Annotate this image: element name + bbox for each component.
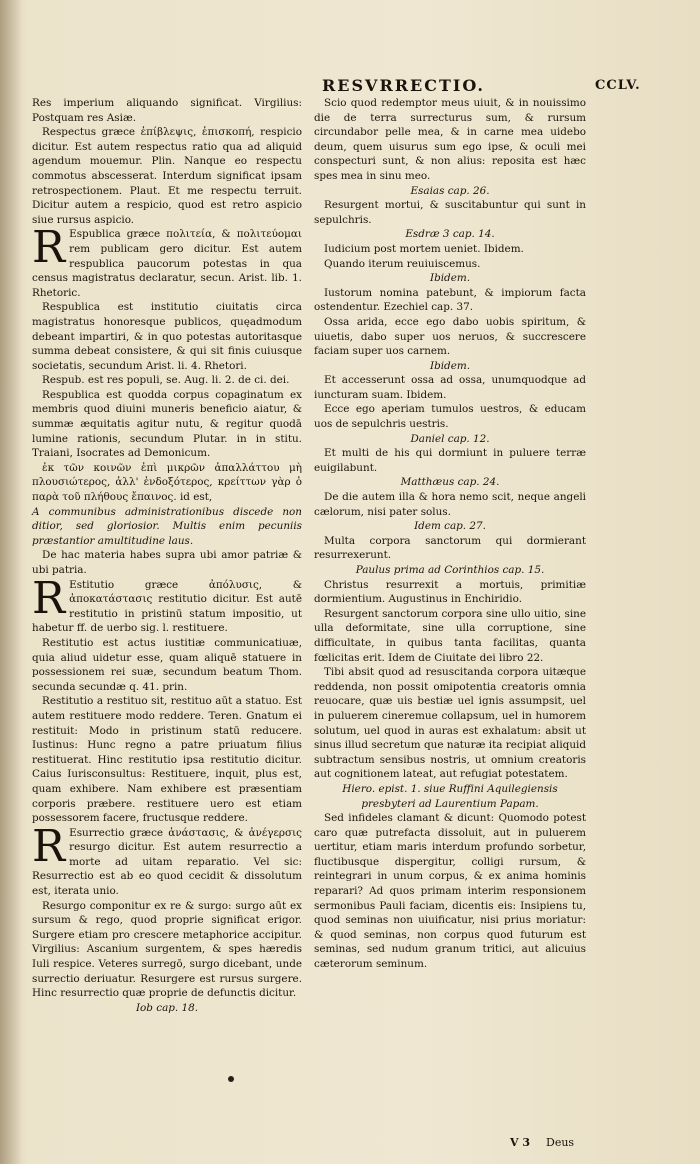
paragraph-left-7 [32, 505, 302, 549]
paragraph-text: Iob cap. 18. [135, 1001, 199, 1014]
page-title: RESVRRECTIO. [322, 76, 485, 95]
paragraph-text: Et multi de his qui dormiunt in puluere terræ euigilabunt. [314, 447, 586, 474]
paragraph-text: Res imperium aliquando significat. Virgilius: Postquam res Asiæ. [32, 97, 302, 124]
heading-right-3 [314, 227, 586, 242]
paragraph-left-3 [32, 300, 302, 373]
paragraph-left-1 [32, 125, 302, 227]
paragraph-text: Ossa arida, ecce ego dabo uobis spiritum, & uiuetis, dabo super uos neruos, & succrescere faciam super uos carnem. [314, 315, 586, 358]
paragraph-left-12 [32, 820, 302, 899]
heading-left-14 [32, 1001, 302, 1016]
paragraph-right-11 [314, 402, 586, 431]
heading-right-14 [314, 475, 586, 490]
paragraph-right-23 [314, 811, 586, 972]
paragraph-text: Idem cap. 27. [414, 520, 486, 533]
running-head [0, 76, 700, 96]
catchword: Deus [546, 1136, 575, 1149]
paragraph-text: De die autem illa & hora nemo scit, neque angeli cælorum, nisi pater solus. [314, 491, 586, 518]
heading-right-12 [314, 432, 586, 447]
paragraph-left-13 [32, 899, 302, 1001]
paragraph-text: Ibidem. [429, 359, 471, 372]
drop-cap: R [32, 572, 66, 624]
paragraph-text: Esaias cap. 26. [410, 184, 490, 197]
paragraph-text: Scio quod redemptor meus uiuit, & in nouissimo die de terra surrecturus sum, & rursum circundabor pelle mea, & in carne mea uidebo deum, quem uisurus sum ego ipse, & oculi mei conspecturi sunt, & non alius: reposita est hæc spes mea in sinu meo. [314, 97, 586, 182]
paragraph-left-9 [32, 572, 302, 636]
paragraph-text: Resurgent sanctorum corpora sine ullo uitio, sine ulla deformitate, sine ulla corruptione, sine difficultate, in quibus tanta facilitas, quanta fœlicitas erit. Idem de Ciuitate dei libro 22. [314, 607, 586, 664]
heading-right-6 [314, 271, 586, 286]
paragraph-text: Ibidem. [429, 272, 471, 285]
paragraph-left-0 [32, 96, 302, 125]
paragraph-text: Christus resurrexit a mortuis, primitiæ dormientium. Augustinus in Enchiridio. [314, 578, 586, 606]
heading-right-1 [314, 184, 586, 199]
heading-right-9 [314, 359, 586, 374]
paragraph-text: Daniel cap. 12. [410, 432, 490, 445]
drop-cap: R [32, 820, 66, 872]
paragraph-right-20 [314, 607, 586, 665]
paragraph-right-10 [314, 373, 586, 402]
paragraph-right-8 [314, 315, 586, 359]
heading-right-16 [314, 519, 586, 534]
paragraph-right-0 [314, 96, 586, 184]
paragraph-right-21 [314, 665, 586, 782]
gutter-shadow [0, 0, 22, 1164]
paragraph-right-4 [314, 242, 586, 257]
paragraph-text: Resurgo componitur ex re & surgo: surgo aūt ex sursum & rego, quod proprie significat erigor. Surgere etiam pro crescere metaphorice accipitur. Virgilius: Ascanium surgentem, & spes hæredis Iuli respice. Veteres surregō, surgo dicebant, unde surrectio deriuatur. Resurgere est rursus surgere. Hinc resurrectio quæ proprie de defunctis dicitur. [32, 899, 302, 1000]
paragraph-text: Hiero. epist. 1. siue Ruffini Aquilegiensis presbyteri ad Laurentium Papam. [342, 782, 558, 810]
paragraph-text: Matthæus cap. 24. [400, 476, 500, 489]
paragraph-text: A communibus administrationibus discede non ditior, sed gloriosior. Multis enim pecuniis præstantior amultitudine laus. [32, 505, 302, 547]
paragraph-text: Respublica est institutio ciuitatis circa magistratus honoresque publicos, quęadmodum debeant impartiri, & in quo potestas autoritasque summa debeat consistere, & qui sit finis cuiusque societatis, secundum Arist. li. 4. Rhetori. [32, 301, 302, 372]
paragraph-right-5 [314, 257, 586, 272]
paragraph-text: Esdræ 3 cap. 14. [405, 228, 495, 241]
drop-cap: R [32, 222, 66, 274]
paragraph-text: Restitutio a restituo sit, restituo aūt a statuo. Est autem restituere modo reddere. Teren. Gnatum ei restituit: Modo in pristinum statū reducere. Iustinus: Hunc regno a patre priuatum filius restituerat. Hinc restitutio ipsa restitutio dicitur. Caius Iurisconsultus: Restituere, inquit, plus est, quam exhibere. Nam exhibere est præsentiam corporis præbere. restituere uero est etiam possessorem facere, fructusque reddere. [32, 695, 302, 825]
heading-right-22 [314, 782, 586, 811]
paragraph-left-5 [32, 388, 302, 461]
signature-mark: V 3 [510, 1136, 531, 1149]
paragraph-text: Iustorum nomina patebunt, & impiorum facta ostendentur. Ezechiel cap. 37. [314, 286, 586, 314]
paragraph-text: Restitutio est actus iustitiæ communicatiuæ, quia aliud uidetur esse, quam aliquē statuere in possessionem rei suæ, secundum beatum Thom. secunda secundæ q. 41. prin. [32, 636, 302, 693]
paragraph-left-4 [32, 373, 302, 388]
paragraph-left-6 [32, 461, 302, 505]
paragraph-right-2 [314, 198, 586, 227]
paragraph-text: Multa corpora sanctorum qui dormierant resurrexerunt. [314, 534, 586, 562]
paragraph-text: Sed infideles clamant & dicunt: Quomodo potest caro quæ putrefacta dissoluit, aut in puluerem uertitur, etiam maris interdum profundo sorbetur, fluctibusque dispergitur, colligi rursum, & reintegrari in unum corpus, & ex anima hominis reparari? Ad quos primam interim responsionem sermonibus Pauli faciam, dicentis eis: Insipiens tu, quod seminas non uiuificatur, nisi prius moriatur: & quod seminas, non corpus quod futurum est seminas, sed nudum granum tritici, aut alicuius cæterorum seminum. [314, 812, 586, 971]
paragraph-right-19 [314, 578, 586, 607]
right-column [314, 96, 586, 972]
paragraph-text: Paulus prima ad Corinthios cap. 15. [355, 564, 545, 576]
paragraph-text: Respectus græce ἐπίβλεψις, ἐπισκοπή, respicio dicitur. Est autem respectus ratio qua ad aliquid agendum mouemur. Plin. Nanque eo respectu commotus abscesserat. Interdum significat ipsam retrospectionem. Plaut. Et me respectu terruit. Dicitur autem a respicio, quod est retro aspicio siue rursus aspicio. [32, 126, 302, 226]
paragraph-text: Estitutio græce ἀπόλυσις, & ἀποκατάστασις restitutio dicitur. Est autē restitutio in pristinū statum impositio, ut habetur ff. de uerbo sig. l. restituere. [32, 578, 302, 635]
paragraph-text: Respublica est quodda corpus copaginatum ex membris quod diuini muneris beneficio aiatur, & summæ æquitatis agitur nutu, & regitur quodā lumine rationis, secundum Plutar. in in stitu. Traiani, Isocrates ad Demonicum. [32, 388, 302, 460]
paragraph-text: Et accesserunt ossa ad ossa, unumquodque ad iuncturam suam. Ibidem. [314, 374, 586, 401]
paragraph-text: Ecce ego aperiam tumulos uestros, & educam uos de sepulchris uestris. [314, 403, 586, 431]
paragraph-left-10 [32, 636, 302, 694]
paragraph-left-2 [32, 222, 302, 300]
paragraph-left-11 [32, 694, 302, 825]
paragraph-right-13 [314, 446, 586, 475]
paragraph-text: Respub. est res populi, se. Aug. li. 2. de ci. dei. [42, 374, 290, 387]
heading-right-18 [314, 563, 586, 578]
paragraph-right-17 [314, 534, 586, 563]
folio-number: CCLV. [595, 78, 641, 93]
paragraph-left-8 [32, 548, 302, 577]
paragraph-text: Tibi absit quod ad resuscitanda corpora uitæque reddenda, non possit omipotentia creatoris omnia reuocare, quæ uis bestiæ uel ignis assumpsit, uel in puluerem cineremue collapsum, uel in humorem solutum, uel quod in auras est exhalatum: absit ut sinus illud secretum que naturæ ita recipiat aliquid subtractum sensibus nostris, ut omnium creatoris aut cognitionem lateat, aut refugiat potestatem. [314, 666, 586, 781]
left-column [32, 96, 302, 1015]
ornament-dot [228, 1076, 234, 1082]
paragraph-text: De hac materia habes supra ubi amor patriæ & ubi patria. [32, 549, 302, 576]
paragraph-text: Esurrectio græce ἀνάστασις, & ἀνέγερσις resurgo dicitur. Est autem resurrectio a morte ad uitam reparatio. Vel sic: Resurrectio est ab eo quod cecidit & dissolutum est, iterata unio. [32, 826, 302, 898]
paragraph-text: Iudicium post mortem ueniet. Ibidem. [324, 242, 524, 255]
paragraph-right-15 [314, 490, 586, 519]
paragraph-text: Resurgent mortui, & suscitabuntur qui sunt in sepulchris. [314, 199, 586, 226]
paragraph-right-7 [314, 286, 586, 315]
paragraph-text: Espublica græce πολιτεία, & πολιτεύομαι rem publicam gero dicitur. Est autem respublica paucorum potestas in qua census magistratus declaratur, secun. Arist. lib. 1. Rhetoric. [32, 228, 302, 299]
paragraph-text: ἐκ τῶν κοινῶν ἐπὶ μικρῶν ἀπαλλάττου μὴ πλουσιώτερος, ἀλλ' ἐνδοξότερος, κρείττων γὰρ ὁ παρὰ τοῦ πλήθους ἔπαινος. id est, [32, 461, 302, 504]
paragraph-text: Quando iterum reuiuiscemus. [324, 257, 481, 270]
